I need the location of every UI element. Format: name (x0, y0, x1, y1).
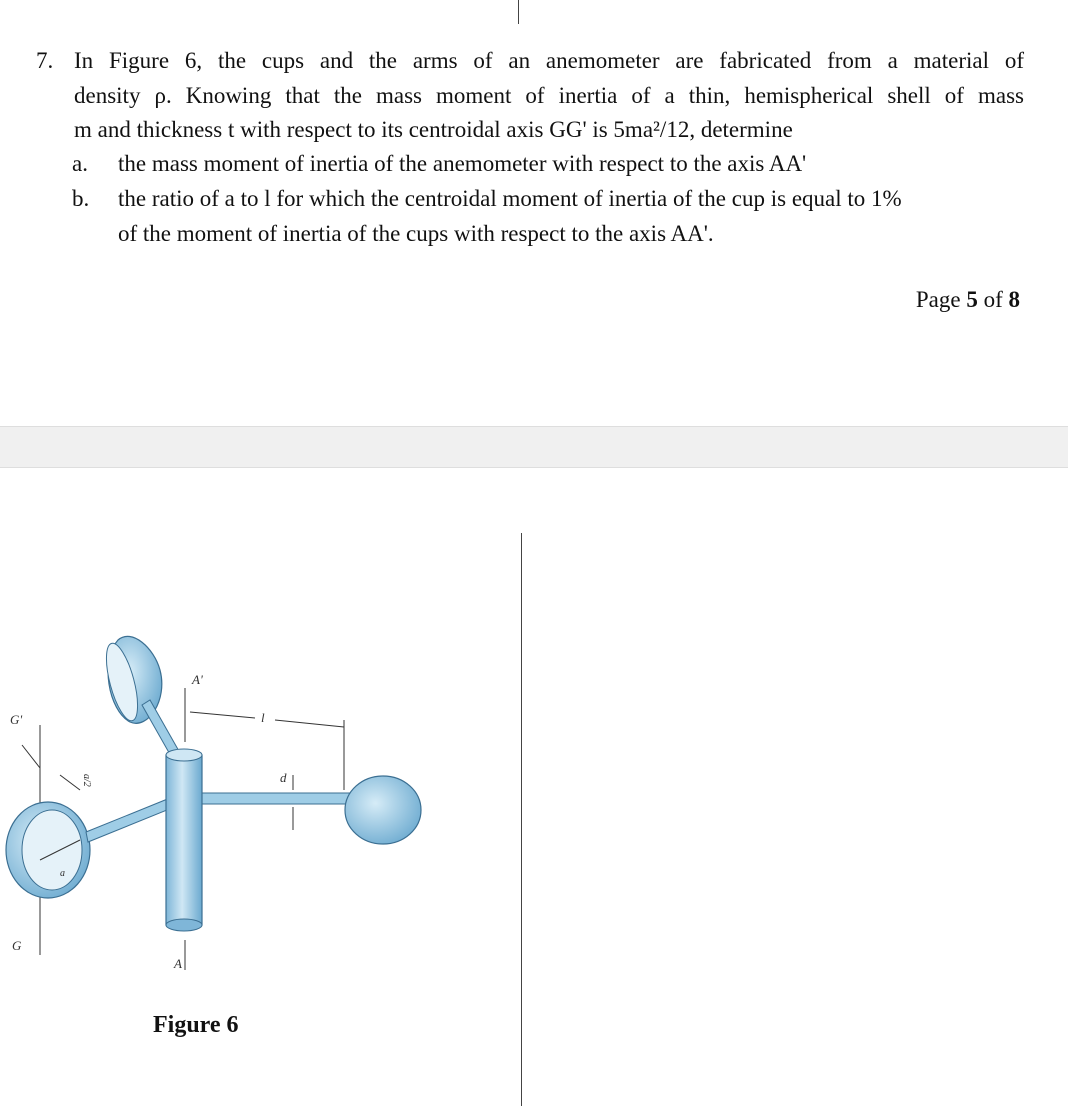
anemometer-diagram (0, 600, 440, 990)
statement-line-2: density ρ. Knowing that the mass moment of inertia of a thin, hemispherical shell of mass (74, 82, 1024, 108)
part-b-line-1: the ratio of a to l for which the centroidal moment of inertia of the cup is equal to 1% (118, 186, 902, 211)
problem-statement (74, 44, 1024, 148)
dim-l-right (275, 720, 344, 727)
label-a-prime: A' (192, 672, 203, 687)
cup-left-inner (22, 810, 82, 890)
column-divider-line (521, 533, 522, 1106)
label-a-small: a (60, 868, 65, 879)
figure-caption: Figure 6 (153, 1012, 239, 1038)
page-total: 8 (1008, 287, 1020, 312)
arm-left (86, 798, 172, 842)
cup-right (345, 776, 421, 844)
post-bottom (166, 919, 202, 931)
anemometer-figure (0, 600, 440, 990)
dim-l-left (190, 712, 255, 718)
part-a-label: a. (72, 151, 88, 176)
label-g-prime: G' (10, 712, 23, 727)
label-l: l (261, 710, 265, 725)
problem-number: 7. (36, 48, 54, 73)
dim-a2-a (22, 745, 40, 768)
central-post (166, 755, 202, 925)
part-b-line-2: of the moment of inertia of the cups with respect to the axis AA'. (118, 220, 714, 246)
part-b-label: b. (72, 186, 90, 211)
page-separator (0, 426, 1068, 468)
arm-right (200, 793, 350, 804)
top-divider-line (518, 0, 519, 24)
label-a: A (174, 956, 182, 971)
page-current: 5 (966, 287, 978, 312)
statement-line-1: In Figure 6, the cups and the arms of an anemometer are fabricated from a material of (74, 48, 1024, 73)
label-d: d (280, 770, 287, 785)
statement-line-3: m and thickness t with respect to its centroidal axis GG' is 5ma²/12, determine (74, 117, 793, 142)
label-g: G (12, 938, 22, 953)
dim-a2-b (60, 775, 80, 790)
part-a-text: the mass moment of inertia of the anemometer with respect to the axis AA' (118, 151, 807, 176)
page-number: Page 5 of 8 (915, 287, 1020, 312)
label-a-half: a/2 (81, 774, 92, 787)
post-top (166, 749, 202, 761)
